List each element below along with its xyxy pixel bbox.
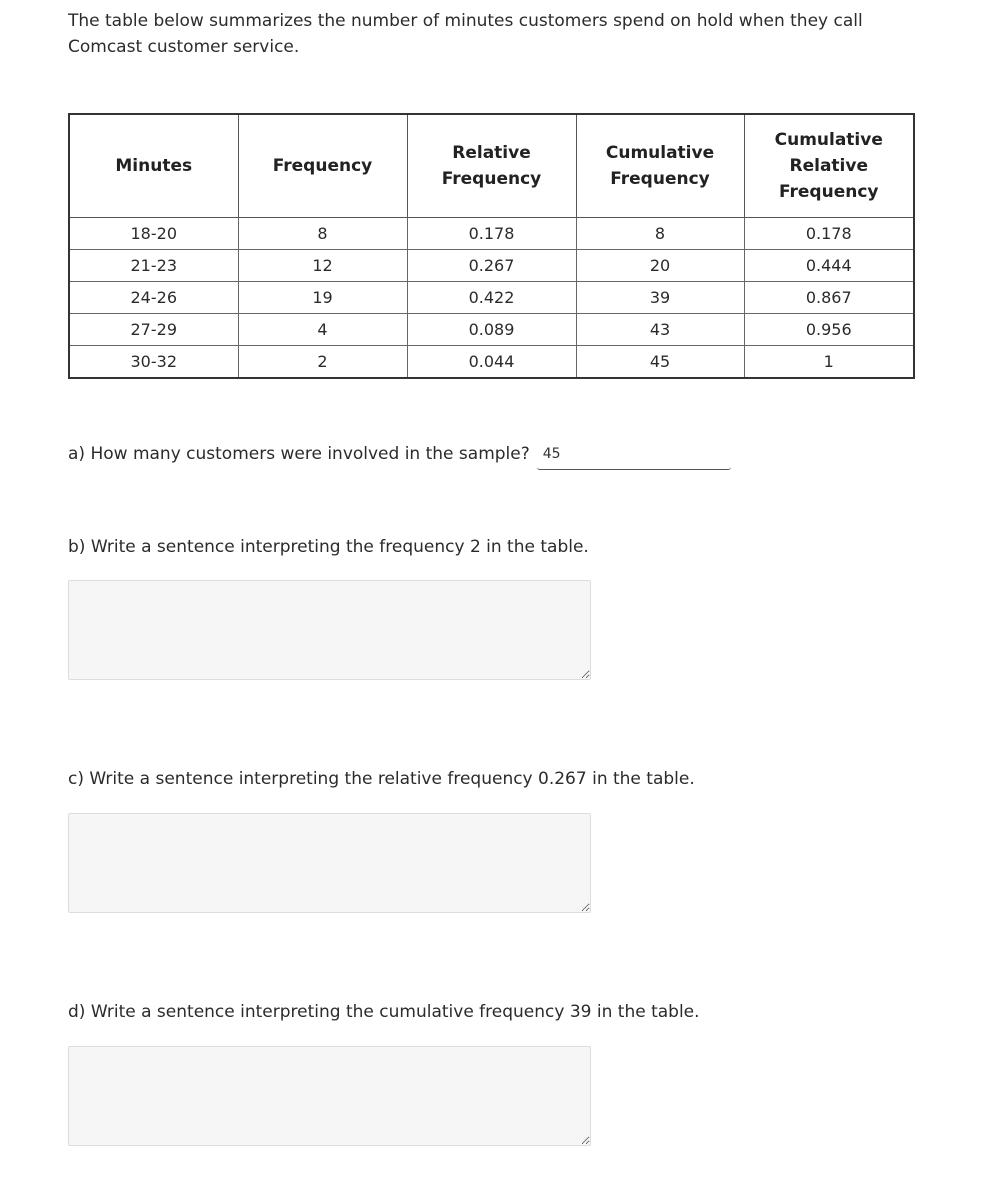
answer-d-textarea[interactable] (68, 1046, 591, 1146)
cell-cumulative-relative-frequency: 0.956 (744, 314, 914, 346)
cell-cumulative-frequency: 45 (576, 346, 744, 379)
cell-minutes: 27-29 (69, 314, 238, 346)
cell-relative-frequency: 0.178 (407, 218, 576, 250)
table-row (69, 218, 914, 250)
cell-relative-frequency: 0.089 (407, 314, 576, 346)
cell-minutes: 24-26 (69, 282, 238, 314)
cell-cumulative-relative-frequency: 0.444 (744, 250, 914, 282)
table-row (69, 314, 914, 346)
cell-cumulative-frequency: 8 (576, 218, 744, 250)
cell-frequency: 12 (238, 250, 407, 282)
answer-a-input[interactable] (537, 438, 731, 470)
intro-text: The table below summarizes the number of minutes customers spend on hold when they call Comcast customer service. (68, 11, 863, 57)
cell-frequency: 4 (238, 314, 407, 346)
cell-cumulative-relative-frequency: 1 (744, 346, 914, 379)
cell-relative-frequency: 0.267 (407, 250, 576, 282)
cell-cumulative-relative-frequency: 0.178 (744, 218, 914, 250)
header-cumulative-relative-frequency: Cumulative Relative Frequency (744, 114, 914, 218)
question-b-text: b) Write a sentence interpreting the frequency 2 in the table. (68, 537, 589, 557)
cell-cumulative-frequency: 39 (576, 282, 744, 314)
header-relative-frequency: Relative Frequency (407, 114, 576, 218)
cell-minutes: 30-32 (69, 346, 238, 379)
header-cumulative-frequency: Cumulative Frequency (576, 114, 744, 218)
table-row (69, 282, 914, 314)
cell-minutes: 21-23 (69, 250, 238, 282)
question-a-text: a) How many customers were involved in the sample? (68, 444, 530, 464)
cell-relative-frequency: 0.422 (407, 282, 576, 314)
cell-minutes: 18-20 (69, 218, 238, 250)
question-a (68, 437, 731, 471)
cell-cumulative-frequency: 43 (576, 314, 744, 346)
table-row (69, 250, 914, 282)
cell-frequency: 8 (238, 218, 407, 250)
cell-relative-frequency: 0.044 (407, 346, 576, 379)
table-row (69, 346, 914, 379)
cell-cumulative-frequency: 20 (576, 250, 744, 282)
header-minutes: Minutes (69, 114, 238, 218)
cell-frequency: 19 (238, 282, 407, 314)
cell-cumulative-relative-frequency: 0.867 (744, 282, 914, 314)
table-header-row (69, 114, 914, 218)
header-frequency: Frequency (238, 114, 407, 218)
question-c-text: c) Write a sentence interpreting the relative frequency 0.267 in the table. (68, 769, 695, 789)
cell-frequency: 2 (238, 346, 407, 379)
answer-c-textarea[interactable] (68, 813, 591, 913)
frequency-table (68, 113, 915, 379)
question-d-text: d) Write a sentence interpreting the cumulative frequency 39 in the table. (68, 1002, 700, 1022)
answer-b-textarea[interactable] (68, 580, 591, 680)
